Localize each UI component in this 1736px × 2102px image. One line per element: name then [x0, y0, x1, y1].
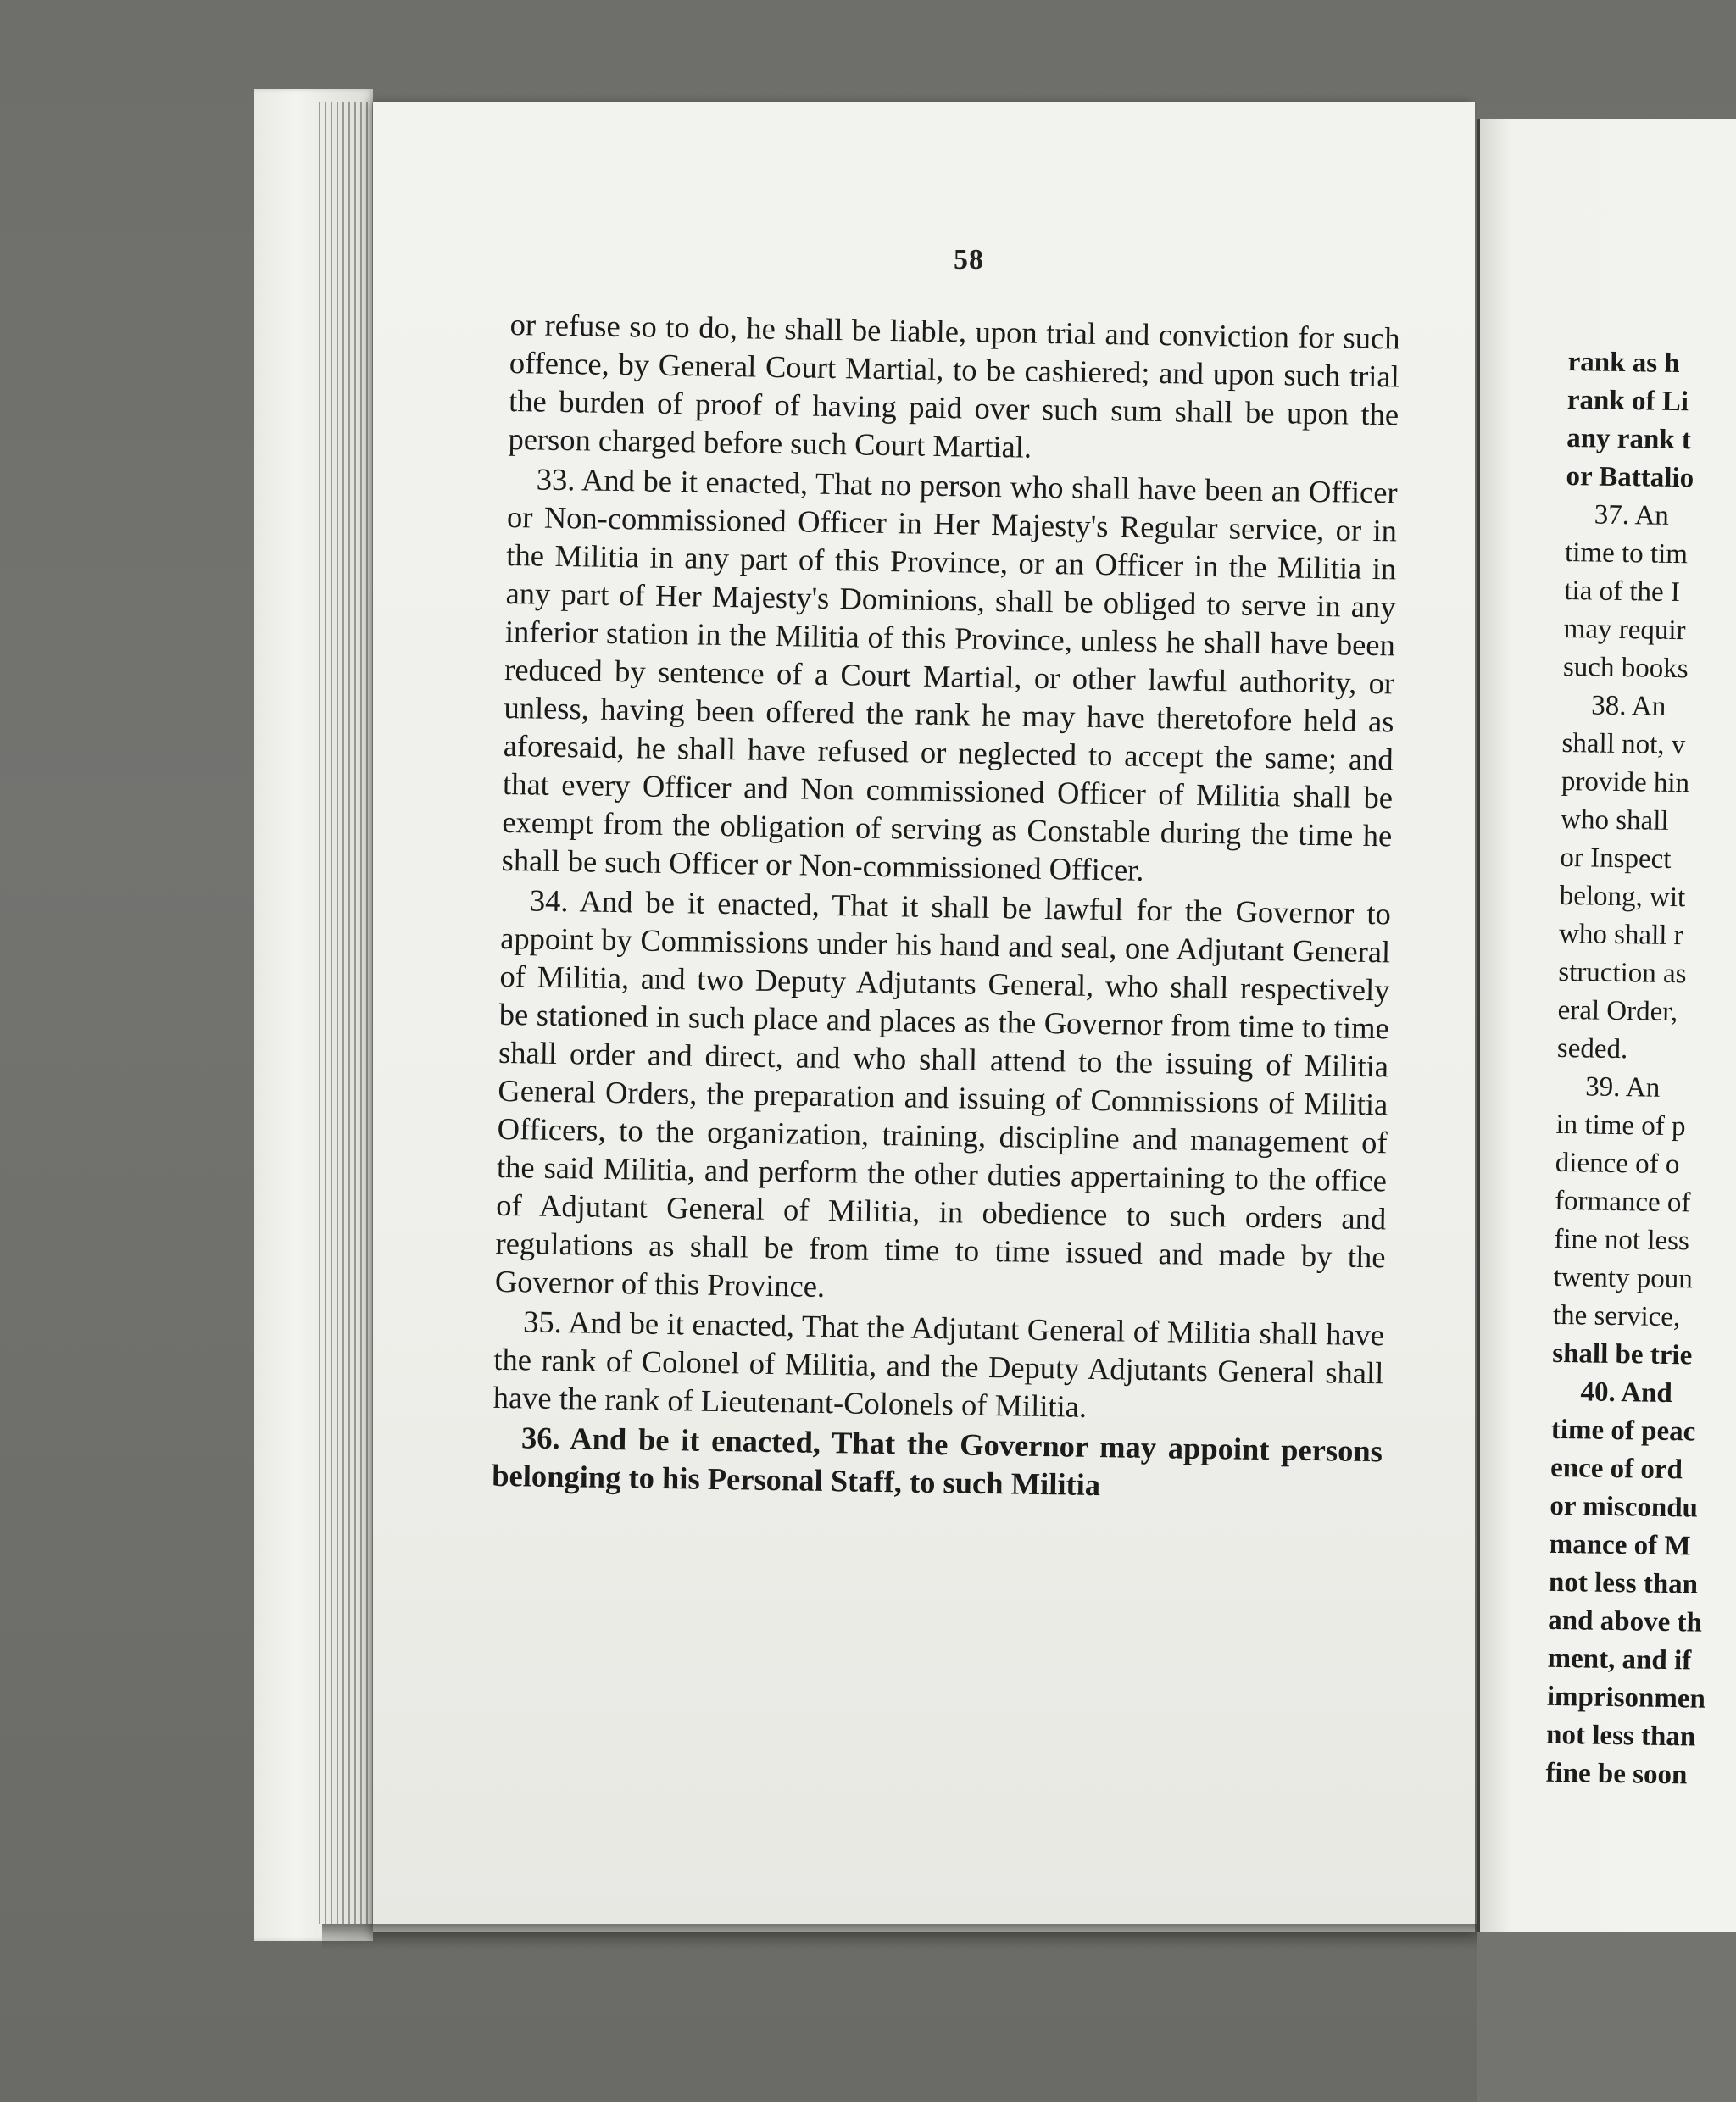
page-bottom-shadow — [322, 1924, 1483, 1949]
facing-page-text — [1545, 343, 1736, 1796]
facing-page-line: seded. — [1556, 1032, 1628, 1065]
facing-page-line: fine not less — [1554, 1223, 1690, 1257]
paragraph-continuation: or refuse so to do, he shall be liable, upon trial and conviction for such offence, by General Court Martial, to be cashiered; and upon such trial the burden of proof of having paid over such sum shall be upon the person charged before such Court Martial. — [508, 306, 1400, 464]
facing-page-line: formance of — [1554, 1185, 1691, 1219]
facing-page-clip — [1480, 119, 1736, 1932]
facing-page-line: 38. An — [1591, 690, 1666, 722]
facing-page-line: imprisonmen — [1546, 1681, 1706, 1715]
page-number — [0, 244, 1736, 276]
facing-page-line: ence of ord — [1550, 1452, 1683, 1486]
facing-page-line: may requir — [1563, 613, 1686, 647]
facing-page-line: or Battalio — [1566, 460, 1694, 494]
facing-page-line: twenty poun — [1553, 1261, 1694, 1295]
page-number-text: 58 — [954, 244, 984, 275]
paragraph-33: 33. And be it enacted, That no person who shall have been an Officer or Non-commissioned Officer in Her Majesty's Regular service, or in the Militia in any part of this Province, or an Officer in the Militia in any part of Her Majesty's Dominions, shall be obliged to serve in any inferior station in the Militia of this Province, unless he shall have been reduced by sentence of a Court Martial, or other lawful authority, or unless, having been offered the rank he may have theretofore held as aforesaid, he shall have refused or neglected to accept the same; and that every Officer and Non commissioned Officer of Militia shall be exempt from the obligation of serving as Constable during the time he shall be such Officer or Non-commissioned Officer. — [501, 461, 1398, 887]
facing-page-line: mance of M — [1549, 1528, 1691, 1562]
facing-page-line: eral Order, — [1557, 994, 1678, 1028]
facing-page-line: dience of o — [1555, 1147, 1680, 1181]
paragraph-34: 34. And be it enacted, That it shall be lawful for the Governor to appoint by Commissions under his hand and seal, one Adjutant General of Militia, and two Deputy Adjutants General, who shall respectively be stationed in such place and places as the Governor from time to time shall order and direct, and who shall attend to the issuing of Militia General Orders, the preparation and issuing of Commissions of Militia Officers, to the organization, training, discipline and management of the said Militia, and perform the other duties appertaining to the office of Adjutant General of Militia, in obedience to such orders and regulations as shall be from time to time issued and made by the Governor of this Province. — [494, 882, 1392, 1304]
facing-page-line: ment, and if — [1547, 1643, 1692, 1677]
facing-page-line: and above th — [1548, 1604, 1703, 1638]
facing-page-line: who shall r — [1558, 918, 1683, 952]
facing-page-line: tia of the I — [1564, 575, 1681, 609]
facing-page-line: shall not, v — [1561, 727, 1686, 761]
facing-page-line: 37. An — [1594, 499, 1670, 531]
facing-page-line: not less than — [1548, 1566, 1699, 1600]
facing-page-line: or miscondu — [1550, 1490, 1699, 1524]
facing-page-line: 40. And — [1580, 1376, 1673, 1410]
facing-page-line: rank of Li — [1566, 384, 1689, 418]
facing-page-line: struction as — [1558, 956, 1687, 990]
facing-page-line: 39. An — [1584, 1071, 1661, 1104]
facing-page-line: shall be trie — [1551, 1337, 1693, 1371]
facing-page-line: in time of p — [1555, 1109, 1686, 1143]
facing-page-line: or Inspect — [1560, 842, 1672, 875]
facing-page-line: rank as h — [1567, 346, 1680, 380]
facing-page-line: who shall — [1560, 804, 1669, 837]
paragraph-35: 35. And be it enacted, That the Adjutant General of Militia shall have the rank of Colonel of Militia, and the Deputy Adjutants General shall have the rank of Lieutenant-Colonels of Militia. — [492, 1304, 1385, 1424]
facing-page-line: not less than — [1545, 1719, 1696, 1753]
facing-page-line: the service, — [1552, 1299, 1681, 1333]
page-stack-lines — [319, 102, 378, 1924]
facing-page-line: belong, wit — [1559, 880, 1686, 914]
paragraph-36: 36. And be it enacted, That the Governor may appoint persons belonging to his Personal Staff, to such Militia — [491, 1420, 1383, 1503]
facing-page-line: provide hin — [1561, 765, 1690, 799]
facing-page-line: any rank t — [1566, 422, 1692, 456]
facing-page-line: time of peac — [1550, 1414, 1696, 1448]
page-body — [492, 305, 1400, 1510]
facing-page-line: fine be soon — [1545, 1757, 1688, 1791]
scanner-background-lower-right — [1477, 1932, 1736, 2102]
facing-page-line: such books — [1562, 651, 1689, 685]
facing-page-line: time to tim — [1564, 537, 1689, 570]
